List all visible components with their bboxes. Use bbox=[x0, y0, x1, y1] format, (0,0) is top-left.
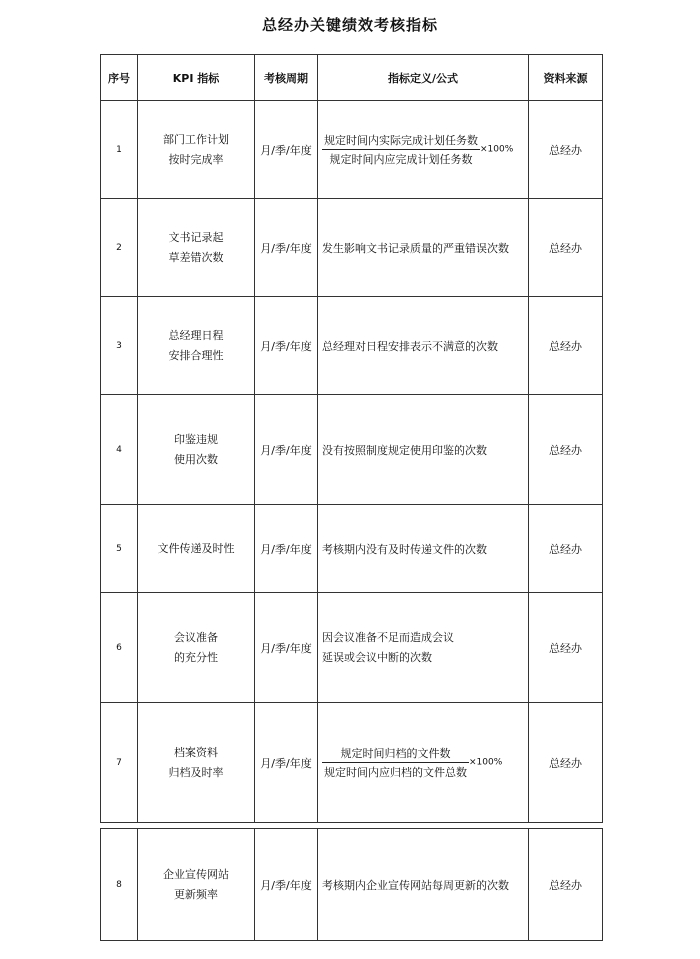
row-kpi bbox=[138, 199, 255, 297]
row-kpi bbox=[138, 395, 255, 505]
kpi-line: 草差错次数 bbox=[168, 250, 224, 264]
row-period: 月/季/年度 bbox=[255, 703, 318, 823]
formula-denominator: 规定时间内应完成计划任务数 bbox=[329, 153, 473, 166]
table-row bbox=[101, 199, 603, 297]
row-index: 8 bbox=[101, 829, 138, 941]
row-definition: 发生影响文书记录质量的严重错误次数 bbox=[318, 199, 529, 297]
table-row bbox=[101, 297, 603, 395]
kpi-table bbox=[100, 54, 603, 823]
kpi-line: 的充分性 bbox=[174, 650, 218, 664]
formula-numerator: 规定时间内实际完成计划任务数 bbox=[322, 132, 480, 150]
kpi-line: 文书记录起 bbox=[168, 230, 224, 244]
row-source: 总经办 bbox=[529, 101, 603, 199]
row-definition: 考核期内企业宣传网站每周更新的次数 bbox=[318, 829, 529, 941]
row-definition bbox=[318, 703, 529, 823]
table-row bbox=[101, 101, 603, 199]
kpi-table-continued bbox=[100, 828, 603, 941]
definition-line: 延误或会议中断的次数 bbox=[322, 650, 432, 664]
definition-line: 因会议准备不足而造成会议 bbox=[322, 630, 454, 644]
formula-multiplier: ×100% bbox=[480, 144, 514, 155]
kpi-line: 会议准备 bbox=[174, 630, 218, 644]
kpi-line: 安排合理性 bbox=[168, 348, 224, 362]
row-kpi bbox=[138, 505, 255, 593]
header-source: 资料来源 bbox=[529, 55, 603, 101]
kpi-line: 使用次数 bbox=[174, 452, 218, 466]
row-period: 月/季/年度 bbox=[255, 505, 318, 593]
row-period: 月/季/年度 bbox=[255, 101, 318, 199]
row-index: 5 bbox=[101, 505, 138, 593]
row-kpi bbox=[138, 829, 255, 941]
row-index: 6 bbox=[101, 593, 138, 703]
kpi-line: 印鉴违规 bbox=[174, 432, 218, 446]
row-period: 月/季/年度 bbox=[255, 297, 318, 395]
row-index: 1 bbox=[101, 101, 138, 199]
row-source: 总经办 bbox=[529, 297, 603, 395]
header-kpi: KPI 指标 bbox=[138, 55, 255, 101]
row-index: 3 bbox=[101, 297, 138, 395]
header-period: 考核周期 bbox=[255, 55, 318, 101]
row-source: 总经办 bbox=[529, 395, 603, 505]
row-source: 总经办 bbox=[529, 703, 603, 823]
row-definition bbox=[318, 593, 529, 703]
page-title: 总经办关键绩效考核指标 bbox=[261, 16, 438, 34]
row-kpi bbox=[138, 101, 255, 199]
row-period: 月/季/年度 bbox=[255, 395, 318, 505]
table-row bbox=[101, 829, 603, 941]
formula-fraction bbox=[322, 132, 480, 167]
table-row bbox=[101, 505, 603, 593]
table-row bbox=[101, 703, 603, 823]
kpi-line: 更新频率 bbox=[174, 887, 218, 901]
formula-fraction bbox=[322, 745, 469, 780]
kpi-line: 档案资料 bbox=[174, 745, 218, 759]
table-row bbox=[101, 593, 603, 703]
table-row bbox=[101, 395, 603, 505]
row-period: 月/季/年度 bbox=[255, 199, 318, 297]
row-kpi bbox=[138, 593, 255, 703]
row-definition: 考核期内没有及时传递文件的次数 bbox=[318, 505, 529, 593]
header-definition: 指标定义/公式 bbox=[318, 55, 529, 101]
kpi-line: 部门工作计划 bbox=[163, 132, 229, 146]
kpi-line: 企业宣传网站 bbox=[163, 867, 229, 881]
row-kpi bbox=[138, 297, 255, 395]
row-period: 月/季/年度 bbox=[255, 593, 318, 703]
row-source: 总经办 bbox=[529, 593, 603, 703]
kpi-line: 按时完成率 bbox=[168, 152, 224, 166]
kpi-line: 归档及时率 bbox=[168, 765, 224, 779]
row-index: 7 bbox=[101, 703, 138, 823]
row-period: 月/季/年度 bbox=[255, 829, 318, 941]
header-row bbox=[101, 55, 603, 101]
formula-denominator: 规定时间内应归档的文件总数 bbox=[324, 766, 467, 779]
row-index: 4 bbox=[101, 395, 138, 505]
row-kpi bbox=[138, 703, 255, 823]
row-source: 总经办 bbox=[529, 505, 603, 593]
formula-numerator: 规定时间归档的文件数 bbox=[322, 745, 469, 763]
row-definition: 没有按照制度规定使用印鉴的次数 bbox=[318, 395, 529, 505]
row-definition bbox=[318, 101, 529, 199]
row-source: 总经办 bbox=[529, 829, 603, 941]
row-source: 总经办 bbox=[529, 199, 603, 297]
row-definition: 总经理对日程安排表示不满意的次数 bbox=[318, 297, 529, 395]
kpi-line: 总经理日程 bbox=[168, 328, 224, 342]
header-index: 序号 bbox=[101, 55, 138, 101]
formula-multiplier: ×100% bbox=[469, 757, 503, 768]
kpi-line: 文件传递及时性 bbox=[157, 541, 235, 555]
row-index: 2 bbox=[101, 199, 138, 297]
